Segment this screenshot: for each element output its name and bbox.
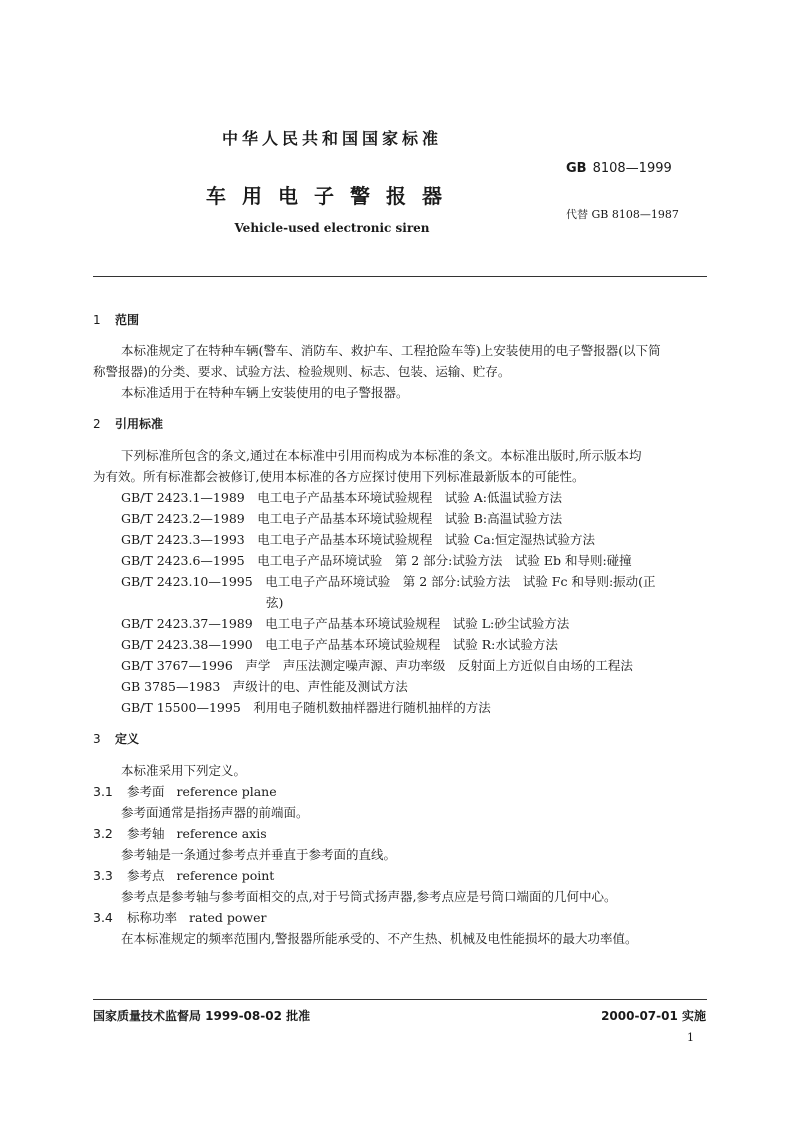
definition-text: 参考点是参考轴与参考面相交的点,对于号筒式扬声器,参考点应是号筒口端面的几何中心。 <box>121 889 617 904</box>
definition-heading <box>93 866 274 884</box>
reference-title: 电工电子产品基本环境试验规程 试验 Ca:恒定湿热试验方法 <box>257 532 595 547</box>
reference-code: GB/T 2423.37—1989 <box>121 616 253 631</box>
reference-item <box>121 509 562 527</box>
definition-term-en: reference plane <box>176 784 277 799</box>
section-title: 定义 <box>115 732 140 746</box>
reference-code: GB/T 3767—1996 <box>121 658 233 673</box>
reference-title: 声级计的电、声性能及测试方法 <box>232 679 408 694</box>
standard-number <box>566 161 672 176</box>
reference-title: 电工电子产品基本环境试验规程 试验 R:水试验方法 <box>265 637 558 652</box>
definition-term-en: reference axis <box>176 826 267 841</box>
section-title: 引用标准 <box>115 417 164 431</box>
reference-code: GB/T 2423.2—1989 <box>121 511 245 526</box>
reference-item <box>121 677 408 695</box>
reference-code: GB/T 2423.10—1995 <box>121 574 253 589</box>
reference-title: 电工电子产品基本环境试验规程 试验 L:砂尘试验方法 <box>265 616 570 631</box>
definition-term-en: reference point <box>176 868 275 883</box>
header-divider <box>93 276 707 277</box>
reference-item <box>121 614 569 632</box>
definition-term-en: rated power <box>189 910 267 925</box>
scope-paragraph-line-1: 本标准规定了在特种车辆(警车、消防车、救护车、工程抢险车等)上安装使用的电子警报器(以下简 <box>121 343 661 358</box>
references-intro-line-1: 下列标准所包含的条文,通过在本标准中引用而构成为本标准的条文。本标准出版时,所示版本均 <box>121 448 642 463</box>
standard-prefix: GB <box>566 161 587 176</box>
approval-note: 国家质量技术监督局 1999-08-02 批准 <box>93 1009 311 1023</box>
reference-item <box>121 656 633 674</box>
reference-code: GB/T 2423.3—1993 <box>121 532 245 547</box>
references-intro-line-2: 为有效。所有标准都会被修订,使用本标准的各方应探讨使用下列标准最新版本的可能性。 <box>93 469 585 484</box>
definition-heading <box>93 824 267 842</box>
reference-code: GB/T 2423.1—1989 <box>121 490 245 505</box>
definition-number: 3.1 <box>93 784 113 799</box>
reference-item <box>121 698 491 716</box>
reference-title: 利用电子随机数抽样器进行随机抽样的方法 <box>253 700 491 715</box>
reference-code: GB 3785—1983 <box>121 679 221 694</box>
reference-code: GB/T 2423.38—1990 <box>121 637 253 652</box>
scope-paragraph-2: 本标准适用于在特种车辆上安装使用的电子警报器。 <box>121 385 409 400</box>
section-3-heading <box>93 730 139 747</box>
reference-title: 电工电子产品环境试验 第 2 部分:试验方法 试验 Eb 和导则:碰撞 <box>257 553 632 568</box>
definition-term: 参考点 <box>127 868 165 883</box>
section-2-heading <box>93 415 163 432</box>
definition-text: 参考轴是一条通过参考点并垂直于参考面的直线。 <box>121 847 397 862</box>
section-number: 1 <box>93 313 101 327</box>
definition-term: 参考面 <box>127 784 165 799</box>
definition-text: 参考面通常是指扬声器的前端面。 <box>121 805 309 820</box>
reference-item <box>121 572 656 590</box>
definition-heading <box>93 782 277 800</box>
document-title: 车用电子警报器 <box>206 184 458 208</box>
reference-item <box>121 488 562 506</box>
reference-code: GB/T 15500—1995 <box>121 700 241 715</box>
reference-item <box>121 635 558 653</box>
section-number: 2 <box>93 417 101 431</box>
reference-item <box>121 551 632 569</box>
section-1-heading <box>93 311 139 328</box>
replaces-note: 代替 GB 8108—1987 <box>566 208 679 221</box>
definition-text: 在本标准规定的频率范围内,警报器所能承受的、不产生热、机械及电性能损坏的最大功率值。 <box>121 931 638 946</box>
definition-number: 3.2 <box>93 826 113 841</box>
page-number: 1 <box>687 1031 694 1044</box>
reference-title-continuation: 弦) <box>266 595 284 610</box>
definition-number: 3.4 <box>93 910 113 925</box>
reference-code: GB/T 2423.6—1995 <box>121 553 245 568</box>
definition-term: 参考轴 <box>127 826 165 841</box>
section-title: 范围 <box>115 313 140 327</box>
reference-title: 电工电子产品环境试验 第 2 部分:试验方法 试验 Fc 和导则:振动(正 <box>265 574 656 589</box>
reference-title: 电工电子产品基本环境试验规程 试验 A:低温试验方法 <box>257 490 562 505</box>
definition-number: 3.3 <box>93 868 113 883</box>
definitions-intro: 本标准采用下列定义。 <box>121 763 247 778</box>
reference-item <box>121 530 595 548</box>
reference-title: 电工电子产品基本环境试验规程 试验 B:高温试验方法 <box>257 511 563 526</box>
reference-title: 声学 声压法测定噪声源、声功率级 反射面上方近似自由场的工程法 <box>245 658 633 673</box>
issuing-body: 中华人民共和国国家标准 <box>221 129 442 148</box>
scope-paragraph-line-2: 称警报器)的分类、要求、试验方法、检验规则、标志、包装、运输、贮存。 <box>93 364 511 379</box>
effective-date: 2000-07-01 实施 <box>601 1009 706 1023</box>
definition-term: 标称功率 <box>127 910 178 925</box>
definition-heading <box>93 908 266 926</box>
footer-divider <box>93 999 707 1000</box>
section-number: 3 <box>93 732 101 746</box>
standard-code: 8108—1999 <box>592 161 672 176</box>
english-title: Vehicle-used electronic siren <box>234 221 430 235</box>
